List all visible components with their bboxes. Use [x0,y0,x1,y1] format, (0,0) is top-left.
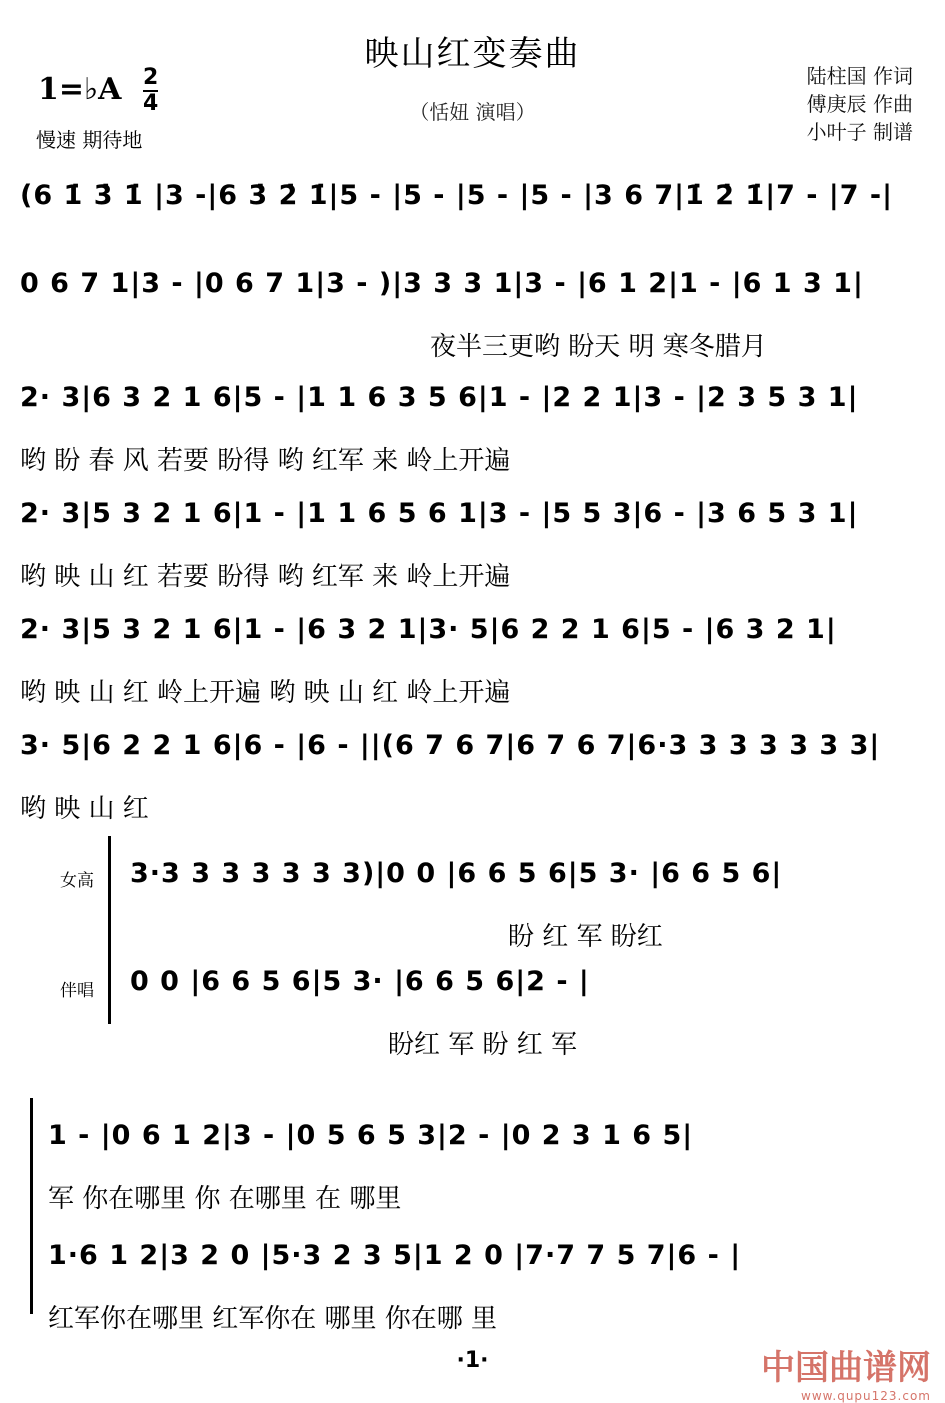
lyrics-line-4: 哟 映 山 红 若要 盼得 哟 红军 来 岭上开遍 [20,562,511,592]
system-1-soprano-notes: 3·3 3 3 3 3 3 3)|0 0 |6 6 5 6|5 3· |6 6 5 6| [130,858,783,889]
notation-line-1: (6 1̇ 3̇ 1̇ |3 -|6 3̇ 2̇ 1̇|5 - |5 - |5 - |5 - |3 6 7|1̇ 2̇ 1̇|7 - |7 -| [20,180,893,211]
time-signature-top: 2 [143,65,159,90]
watermark-url: www.qupu123.com [801,1389,931,1403]
singer-credit: （恬妞 演唱） [409,100,536,124]
tempo-marking: 慢速 期待地 [36,128,143,152]
key-signature: 1=♭A [38,72,122,107]
system-2-soprano-lyrics: 军 你在哪里 你 在哪里 在 哪里 [48,1184,402,1214]
notation-line-6: 3· 5|6 2 2 1 6|6 - |6 - ||(6 7 6 7|6 7 6 7|6·3 3 3 3 3 3 3| [20,730,881,761]
lyrics-line-5: 哟 映 山 红 岭上开遍 哟 映 山 红 岭上开遍 [20,678,511,708]
system-2-soprano-notes: 1 - |0 6 1 2|3 - |0 5 6 5 3|2 - |0 2 3 1 6 5| [48,1120,694,1151]
system-1-chorus-lyrics: 盼红 军 盼 红 军 [388,1030,578,1060]
notation-line-5: 2· 3|5 3 2 1 6|1 - |6 3 2 1|3· 5|6 2 2 1 6|5 - |6 3 2 1| [20,614,837,645]
page-number: ·1· [456,1348,489,1373]
part-label-soprano: 女高 [60,871,94,891]
song-title: 映山红变奏曲 [364,34,581,74]
credit-transcriber: 小叶子 制谱 [806,120,913,144]
credit-composer: 傅庚辰 作曲 [806,92,913,116]
notation-line-3: 2· 3|6 3 2 1 6|5 - |1 1 6 3 5 6|1 - |2 2 1|3 - |2 3 5 3 1| [20,382,859,413]
notation-line-2: 0 6 7 1|3 - |0 6 7 1|3 - )|3 3 3 1|3 - |6 1 2|1 - |6 1 3 1| [20,268,864,299]
system-2-chorus-notes: 1·6 1 2|3 2 0 |5·3 2 3 5|1 2 0 |7·7 7 5 7|6 - | [48,1240,742,1271]
notation-line-4: 2· 3|5 3 2 1 6|1 - |1 1 6 5 6 1|3 - |5 5 3|6 - |3 6 5 3 1| [20,498,859,529]
lyrics-line-3: 哟 盼 春 风 若要 盼得 哟 红军 来 岭上开遍 [20,446,511,476]
time-signature [143,66,158,116]
system-brace-1 [108,836,111,1024]
time-signature-bottom: 4 [143,91,159,116]
watermark-text: 中国曲谱网 [761,1348,931,1388]
lyrics-line-2: 夜半三更哟 盼天 明 寒冬腊月 [430,332,767,362]
system-1-chorus-notes: 0 0 |6 6 5 6|5 3· |6 6 5 6|2 - | [130,966,590,997]
part-label-chorus: 伴唱 [60,981,94,1001]
system-1-soprano-lyrics: 盼 红 军 盼红 [508,922,663,952]
credit-lyricist: 陆柱国 作词 [806,64,913,88]
credits-block [807,62,913,146]
system-2-chorus-lyrics: 红军你在哪里 红军你在 哪里 你在哪 里 [48,1304,498,1334]
lyrics-line-1 [20,238,925,272]
lyrics-line-6: 哟 映 山 红 [20,794,149,824]
system-brace-2 [30,1098,33,1314]
